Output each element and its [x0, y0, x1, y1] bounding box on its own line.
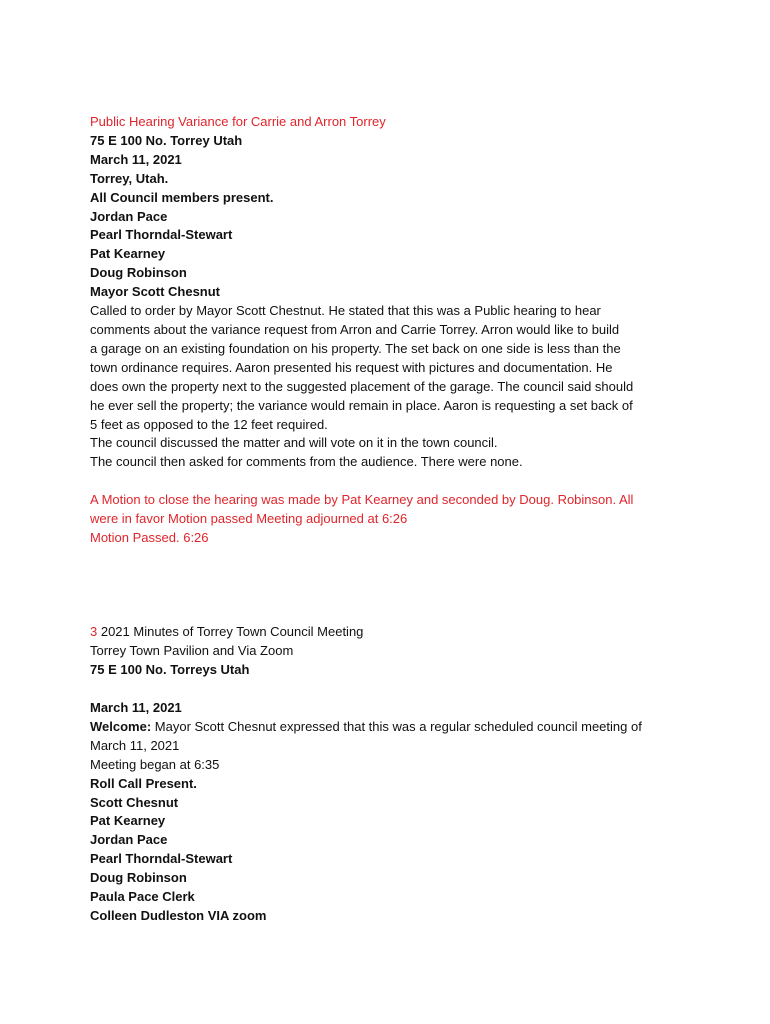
document-page	[90, 113, 690, 926]
minutes-number: 3	[90, 624, 98, 640]
hearing-address: 75 E 100 No. Torrey Utah	[90, 132, 243, 148]
welcome-label: Welcome:	[90, 718, 152, 734]
hearing-body-line: town ordinance requires. Aaron presented his request with pictures and documentation. He	[90, 359, 613, 375]
motion-line: were in favor Motion passed Meeting adjourned at 6:26	[90, 511, 408, 527]
roll-call-member: Jordan Pace	[90, 832, 168, 848]
hearing-body-line: Called to order by Mayor Scott Chestnut. He stated that this was a Public hearing to hear	[90, 303, 601, 319]
roll-call-member: Pearl Thorndal-Stewart	[90, 851, 233, 867]
hearing-member: Mayor Scott Chesnut	[90, 284, 221, 300]
meeting-began: Meeting began at 6:35	[90, 756, 220, 772]
hearing-body-line: 5 feet as opposed to the 12 feet required.	[90, 416, 328, 432]
spacer	[90, 548, 690, 624]
hearing-body-line: does own the property next to the suggested placement of the garage. The council said should	[90, 378, 634, 394]
welcome-text: Mayor Scott Chesnut expressed that this was a regular scheduled council meeting of	[151, 718, 642, 734]
hearing-location: Torrey, Utah.	[90, 170, 169, 186]
hearing-body-line: The council then asked for comments from the audience. There were none.	[90, 454, 523, 470]
hearing-body-line: a garage on an existing foundation on his property. The set back on one side is less than the	[90, 340, 621, 356]
minutes-date: March 11, 2021	[90, 700, 182, 716]
minutes-venue: Torrey Town Pavilion and Via Zoom	[90, 643, 294, 659]
roll-call-member: Pat Kearney	[90, 813, 166, 829]
roll-call: Roll Call Present.	[90, 775, 197, 791]
roll-call-member: Doug Robinson	[90, 870, 187, 886]
welcome-date: March 11, 2021	[90, 737, 180, 753]
hearing-member: Pearl Thorndal-Stewart	[90, 227, 233, 243]
hearing-member: Pat Kearney	[90, 246, 166, 262]
hearing-body-line: he ever sell the property; the variance would remain in place. Aaron is requesting a set back of	[90, 397, 633, 413]
spacer	[90, 472, 690, 491]
hearing-title: Public Hearing Variance for Carrie and Arron Torrey	[90, 114, 386, 129]
spacer	[90, 680, 690, 699]
minutes-address: 75 E 100 No. Torreys Utah	[90, 662, 250, 678]
roll-call-member: Colleen Dudleston VIA zoom	[90, 908, 267, 923]
hearing-member: Doug Robinson	[90, 265, 187, 281]
minutes-title-text: 2021 Minutes of Torrey Town Council Meeting	[97, 624, 364, 640]
motion-line: Motion Passed. 6:26	[90, 529, 209, 545]
roll-call-member: Scott Chesnut	[90, 794, 179, 810]
hearing-body-line: The council discussed the matter and will vote on it in the town council.	[90, 435, 498, 451]
hearing-attendance: All Council members present.	[90, 189, 274, 205]
hearing-member: Jordan Pace	[90, 208, 168, 224]
motion-line: A Motion to close the hearing was made by Pat Kearney and seconded by Doug. Robinson. All	[90, 492, 634, 508]
welcome-line	[90, 718, 690, 737]
hearing-body-line: comments about the variance request from Arron and Carrie Torrey. Arron would like to build	[90, 321, 620, 337]
minutes-title	[90, 623, 690, 642]
roll-call-member: Paula Pace Clerk	[90, 889, 195, 905]
hearing-date: March 11, 2021	[90, 151, 182, 167]
